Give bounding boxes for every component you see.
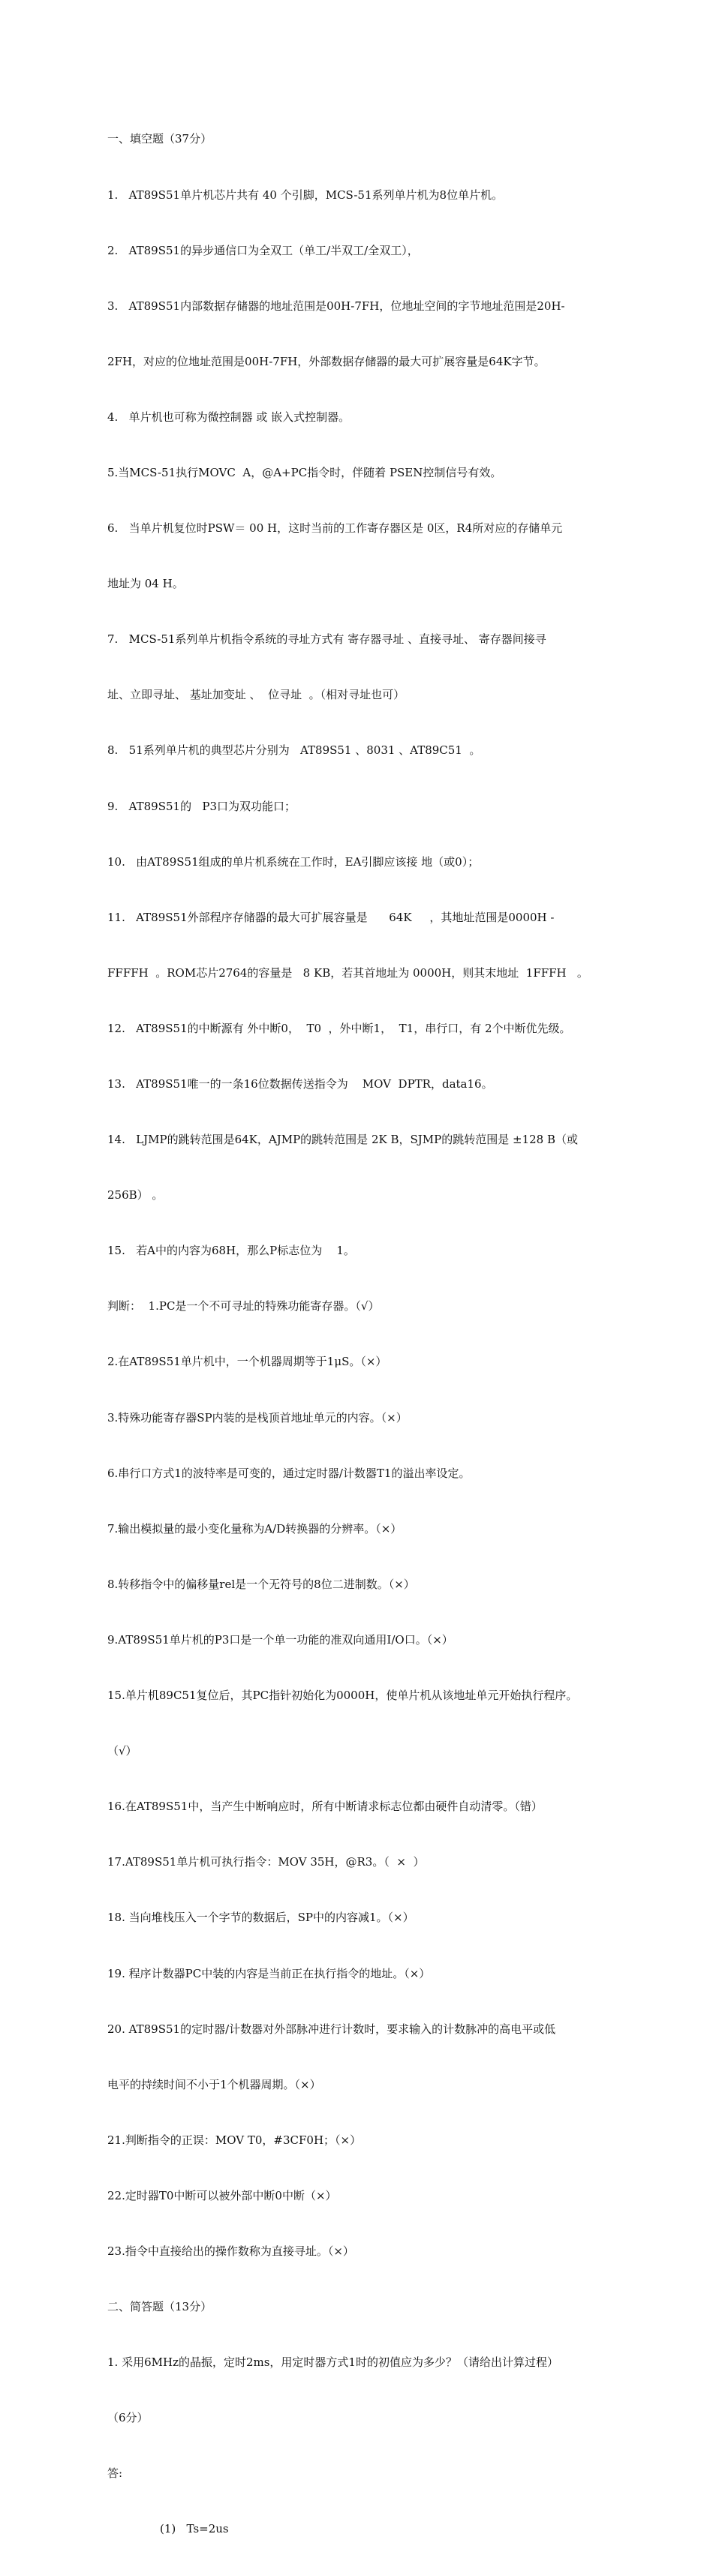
question-line: 15. 若A中的内容为68H，那么P标志位为 1。 bbox=[107, 1244, 355, 1258]
judgment-line: 电平的持续时间不小于1个机器周期。（×） bbox=[107, 2077, 321, 2091]
question-line: FFFFH 。ROM芯片2764的容量是 8 KB，若其首地址为 0000H，则其末地址 1FFFH 。 bbox=[107, 965, 588, 980]
judgment-line: 9.AT89S51单片机的P3口是一个单一功能的准双向通用I/O口。（×） bbox=[107, 1632, 453, 1647]
judgment-line: 23.指令中直接给出的操作数称为直接寻址。（×） bbox=[107, 2244, 354, 2258]
question-line: 10. 由AT89S51组成的单片机系统在工作时，EA引脚应该接 地（或0）； bbox=[107, 854, 480, 869]
section-heading-fill-in: 一、填空题（37分） bbox=[107, 132, 212, 146]
question-line: 1. 采用6MHz的晶振，定时2ms，用定时器方式1时的初值应为多少？（请给出计算过程） bbox=[107, 2355, 558, 2370]
judgment-line: 7.输出模拟量的最小变化量称为A/D转换器的分辨率。（×） bbox=[107, 1521, 402, 1536]
question-line: 2FH，对应的位地址范围是00H-7FH，外部数据存储器的最大可扩展容量是64K字节。 bbox=[107, 354, 546, 368]
question-line: 6. 当单片机复位时PSW＝ 00 H，这时当前的工作寄存器区是 0区，R4所对应的存储单元 bbox=[107, 521, 563, 536]
question-line: 地址为 04 H。 bbox=[107, 577, 184, 591]
answer-label: 答: bbox=[107, 2466, 123, 2481]
judgment-line: 6.串行口方式1的波特率是可变的，通过定时器/计数器T1的溢出率设定。 bbox=[107, 1466, 471, 1480]
question-line: 8. 51系列单片机的典型芯片分别为 AT89S51 、8031 、AT89C51 。 bbox=[107, 743, 481, 758]
question-line: 256B） 。 bbox=[107, 1188, 164, 1202]
judgment-line: 3.特殊功能寄存器SP内装的是栈顶首地址单元的内容。（×） bbox=[107, 1410, 408, 1425]
judgment-line: 判断： 1.PC是一个不可寻址的特殊功能寄存器。（√） bbox=[107, 1299, 380, 1314]
judgment-line: 17.AT89S51单片机可执行指令：MOV 35H，@R3。（ × ） bbox=[107, 1855, 425, 1869]
judgment-line: 20. AT89S51的定时器/计数器对外部脉冲进行计数时，要求输入的计数脉冲的高电平或低 bbox=[107, 2022, 556, 2036]
question-line: 11. AT89S51外部程序存储器的最大可扩展容量是 64K ，其地址范围是0000H - bbox=[107, 910, 555, 924]
judgment-line: 8.转移指令中的偏移量rel是一个无符号的8位二进制数。（×） bbox=[107, 1577, 415, 1591]
judgment-line: 21.判断指令的正误：MOV T0，#3CF0H；（×） bbox=[107, 2133, 362, 2147]
judgment-line: （√） bbox=[107, 1744, 137, 1758]
question-line: 1. AT89S51单片机芯片共有 40 个引脚，MCS-51系列单片机为8位单片机。 bbox=[107, 188, 504, 202]
question-line: 7. MCS-51系列单片机指令系统的寻址方式有 寄存器寻址 、直接寻址、 寄存器间接寻 bbox=[107, 632, 546, 647]
judgment-line: 19. 程序计数器PC中装的内容是当前正在执行指令的地址。（×） bbox=[107, 1966, 431, 1980]
judgment-line: 16.在AT89S51中，当产生中断响应时，所有中断请求标志位都由硬件自动清零。（错） bbox=[107, 1800, 543, 1814]
question-line: 址、立即寻址、 基址加变址 、 位寻址 。（相对寻址也可） bbox=[107, 688, 405, 702]
answer-step: (1) Ts=2us bbox=[160, 2522, 229, 2536]
judgment-line: 15.单片机89C51复位后，其PC指针初始化为0000H，使单片机从该地址单元开始执行程序。 bbox=[107, 1689, 578, 1703]
question-line: （6分） bbox=[107, 2411, 149, 2425]
question-line: 3. AT89S51内部数据存储器的地址范围是00H-7FH，位地址空间的字节地址范围是20H- bbox=[107, 299, 565, 313]
question-line: 14. LJMP的跳转范围是64K，AJMP的跳转范围是 2K B，SJMP的跳转范围是 ±128 B（或 bbox=[107, 1133, 578, 1147]
question-line: 5.当MCS-51执行MOVC A，@A+PC指令时，伴随着 PSEN控制信号有效。 bbox=[107, 465, 502, 479]
question-line: 4. 单片机也可称为微控制器 或 嵌入式控制器。 bbox=[107, 410, 350, 424]
document-body bbox=[107, 93, 625, 2576]
judgment-line: 18. 当向堆栈压入一个字节的数据后，SP中的内容减1。（×） bbox=[107, 1911, 414, 1925]
question-line: 13. AT89S51唯一的一条16位数据传送指令为 MOV DPTR，data16。 bbox=[107, 1077, 493, 1091]
question-line: 12. AT89S51的中断源有 外中断0， T0 ，外中断1， T1，串行口，有 2个中断优先级。 bbox=[107, 1021, 571, 1035]
judgment-line: 22.定时器T0中断可以被外部中断0中断（×） bbox=[107, 2188, 337, 2202]
judgment-line: 2.在AT89S51单片机中，一个机器周期等于1μS。（×） bbox=[107, 1355, 387, 1369]
question-line: 2. AT89S51的异步通信口为全双工（单工/半双工/全双工）， bbox=[107, 243, 419, 257]
section-heading-short-answer: 二、简答题（13分） bbox=[107, 2300, 212, 2314]
question-line: 9. AT89S51的 P3口为双功能口； bbox=[107, 799, 296, 813]
